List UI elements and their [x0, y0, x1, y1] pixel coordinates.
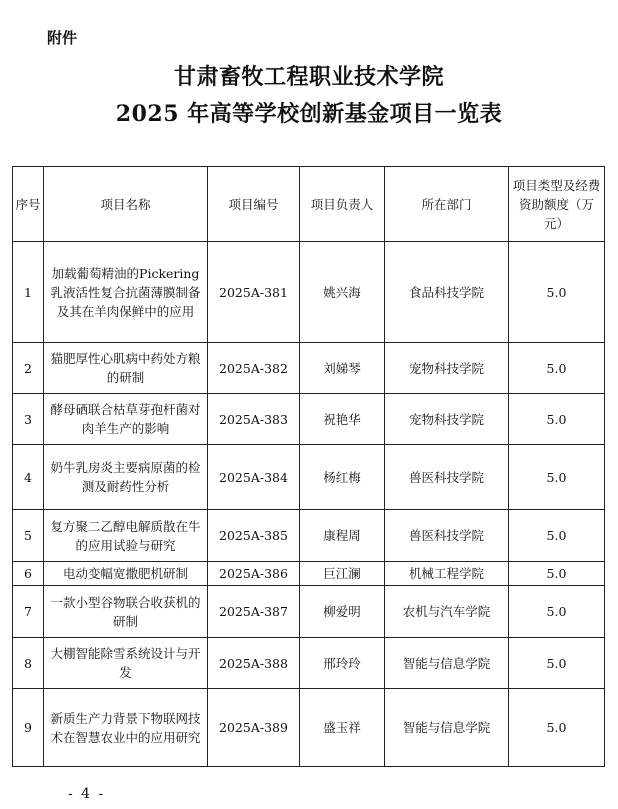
document-title-line1: 甘肃畜牧工程职业技术学院: [173, 64, 444, 90]
funding-amount: 5.0: [509, 638, 605, 689]
project-code: 2025A-389: [208, 689, 300, 767]
project-code: 2025A-384: [208, 445, 300, 510]
project-code: 2025A-381: [208, 242, 300, 343]
row-number: 4: [13, 445, 44, 510]
table-row: [13, 562, 605, 586]
project-name: 新质生产力背景下物联网技术在智慧农业中的应用研究: [44, 689, 208, 767]
project-name: 复方聚二乙醇电解质散在牛的应用试验与研究: [44, 510, 208, 562]
row-number: 8: [13, 638, 44, 689]
project-name: 一款小型谷物联合收获机的研制: [44, 586, 208, 638]
department: 食品科技学院: [385, 242, 509, 343]
funding-amount: 5.0: [509, 343, 605, 394]
project-code: 2025A-388: [208, 638, 300, 689]
funding-amount: 5.0: [509, 242, 605, 343]
project-leader: 康程周: [300, 510, 385, 562]
project-leader: 柳爱明: [300, 586, 385, 638]
project-leader: 巨江澜: [300, 562, 385, 586]
funding-amount: 5.0: [509, 510, 605, 562]
project-leader: 杨红梅: [300, 445, 385, 510]
funding-amount: 5.0: [509, 394, 605, 445]
project-code: 2025A-386: [208, 562, 300, 586]
project-leader: 盛玉祥: [300, 689, 385, 767]
project-code: 2025A-383: [208, 394, 300, 445]
project-name: 大棚智能除雪系统设计与开发: [44, 638, 208, 689]
column-header-department: 所在部门: [385, 167, 509, 242]
department: 机械工程学院: [385, 562, 509, 586]
attachment-label: 附件: [47, 29, 78, 47]
row-number: 6: [13, 562, 44, 586]
department: 兽医科技学院: [385, 445, 509, 510]
funding-amount: 5.0: [509, 445, 605, 510]
page-number: - 4 -: [68, 786, 106, 802]
department: 农机与汽车学院: [385, 586, 509, 638]
row-number: 9: [13, 689, 44, 767]
department: 宠物科技学院: [385, 343, 509, 394]
row-number: 1: [13, 242, 44, 343]
project-code: 2025A-387: [208, 586, 300, 638]
project-name: 加载葡萄精油的Pickering乳液活性复合抗菌薄膜制备及其在羊肉保鲜中的应用: [44, 242, 208, 343]
column-header-leader: 项目负责人: [300, 167, 385, 242]
funding-amount: 5.0: [509, 562, 605, 586]
table-row: [13, 242, 605, 343]
department: 智能与信息学院: [385, 638, 509, 689]
department: 智能与信息学院: [385, 689, 509, 767]
column-header-project-code: 项目编号: [208, 167, 300, 242]
project-name: 猫肥厚性心肌病中药处方粮的研制: [44, 343, 208, 394]
project-leader: 祝艳华: [300, 394, 385, 445]
table-row: [13, 638, 605, 689]
project-name: 奶牛乳房炎主要病原菌的检测及耐药性分析: [44, 445, 208, 510]
table-row: [13, 445, 605, 510]
table-row: [13, 510, 605, 562]
column-header-number: 序号: [13, 167, 44, 242]
project-leader: 姚兴海: [300, 242, 385, 343]
funding-amount: 5.0: [509, 586, 605, 638]
department: 兽医科技学院: [385, 510, 509, 562]
project-table: [12, 166, 605, 767]
table-row: [13, 394, 605, 445]
project-code: 2025A-385: [208, 510, 300, 562]
row-number: 3: [13, 394, 44, 445]
table-row: [13, 343, 605, 394]
column-header-project-name: 项目名称: [44, 167, 208, 242]
row-number: 5: [13, 510, 44, 562]
table-header-row: [13, 167, 605, 242]
table-row: [13, 689, 605, 767]
project-code: 2025A-382: [208, 343, 300, 394]
row-number: 7: [13, 586, 44, 638]
project-leader: 刘娣琴: [300, 343, 385, 394]
project-name: 酵母硒联合枯草芽孢杆菌对肉羊生产的影响: [44, 394, 208, 445]
project-leader: 邢玲玲: [300, 638, 385, 689]
department: 宠物科技学院: [385, 394, 509, 445]
funding-amount: 5.0: [509, 689, 605, 767]
project-name: 电动变幅宽撒肥机研制: [44, 562, 208, 586]
document-title-line2: 2025 年高等学校创新基金项目一览表: [115, 101, 503, 127]
column-header-funding: 项目类型及经费资助额度（万元）: [509, 167, 605, 242]
row-number: 2: [13, 343, 44, 394]
table-row: [13, 586, 605, 638]
